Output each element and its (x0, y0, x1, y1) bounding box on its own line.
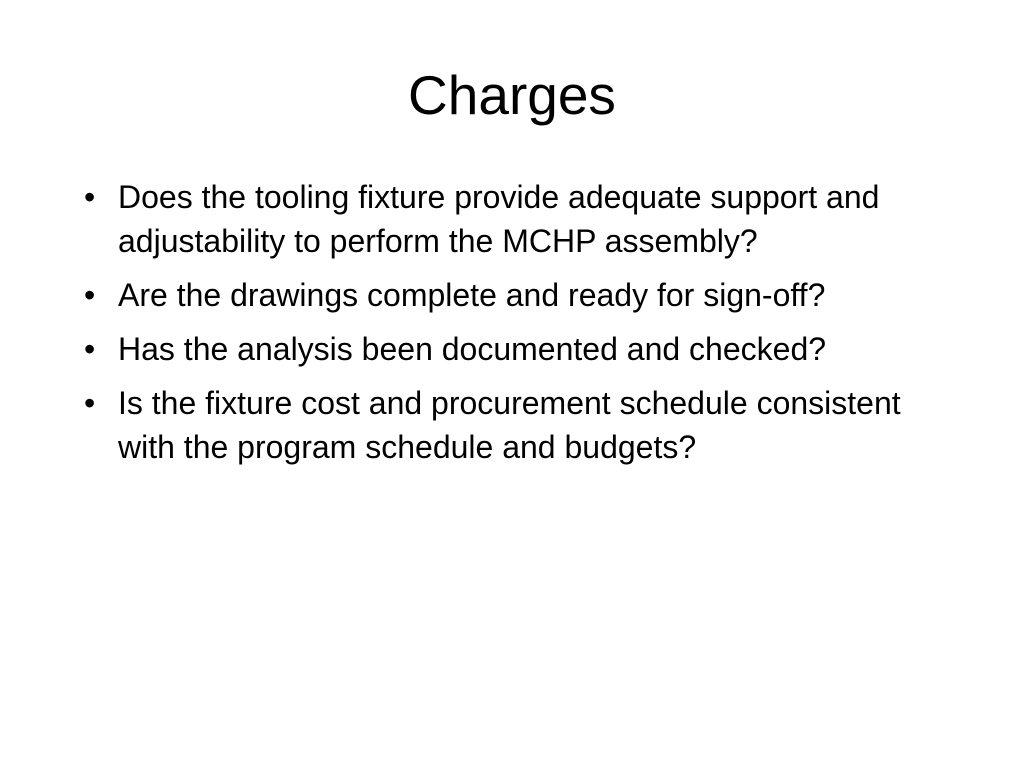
bullet-mark: • (84, 179, 96, 215)
bullet-list (78, 175, 958, 479)
bullet-text: Does the tooling fixture provide adequate support and adjustability to perform the MCHP assembly? (118, 179, 880, 259)
bullet-text: Is the fixture cost and procurement schedule consistent with the program schedule and budgets? (118, 385, 901, 465)
slide-title: Charges (408, 64, 616, 126)
bullet-item (78, 175, 958, 263)
bullet-mark: • (84, 385, 96, 421)
bullet-item (78, 273, 958, 317)
bullet-item (78, 327, 958, 371)
bullet-item (78, 381, 958, 469)
bullet-text: Has the analysis been documented and checked? (118, 331, 827, 367)
bullet-mark: • (84, 277, 96, 313)
bullet-text: Are the drawings complete and ready for sign-off? (118, 277, 826, 313)
bullet-mark: • (84, 331, 96, 367)
